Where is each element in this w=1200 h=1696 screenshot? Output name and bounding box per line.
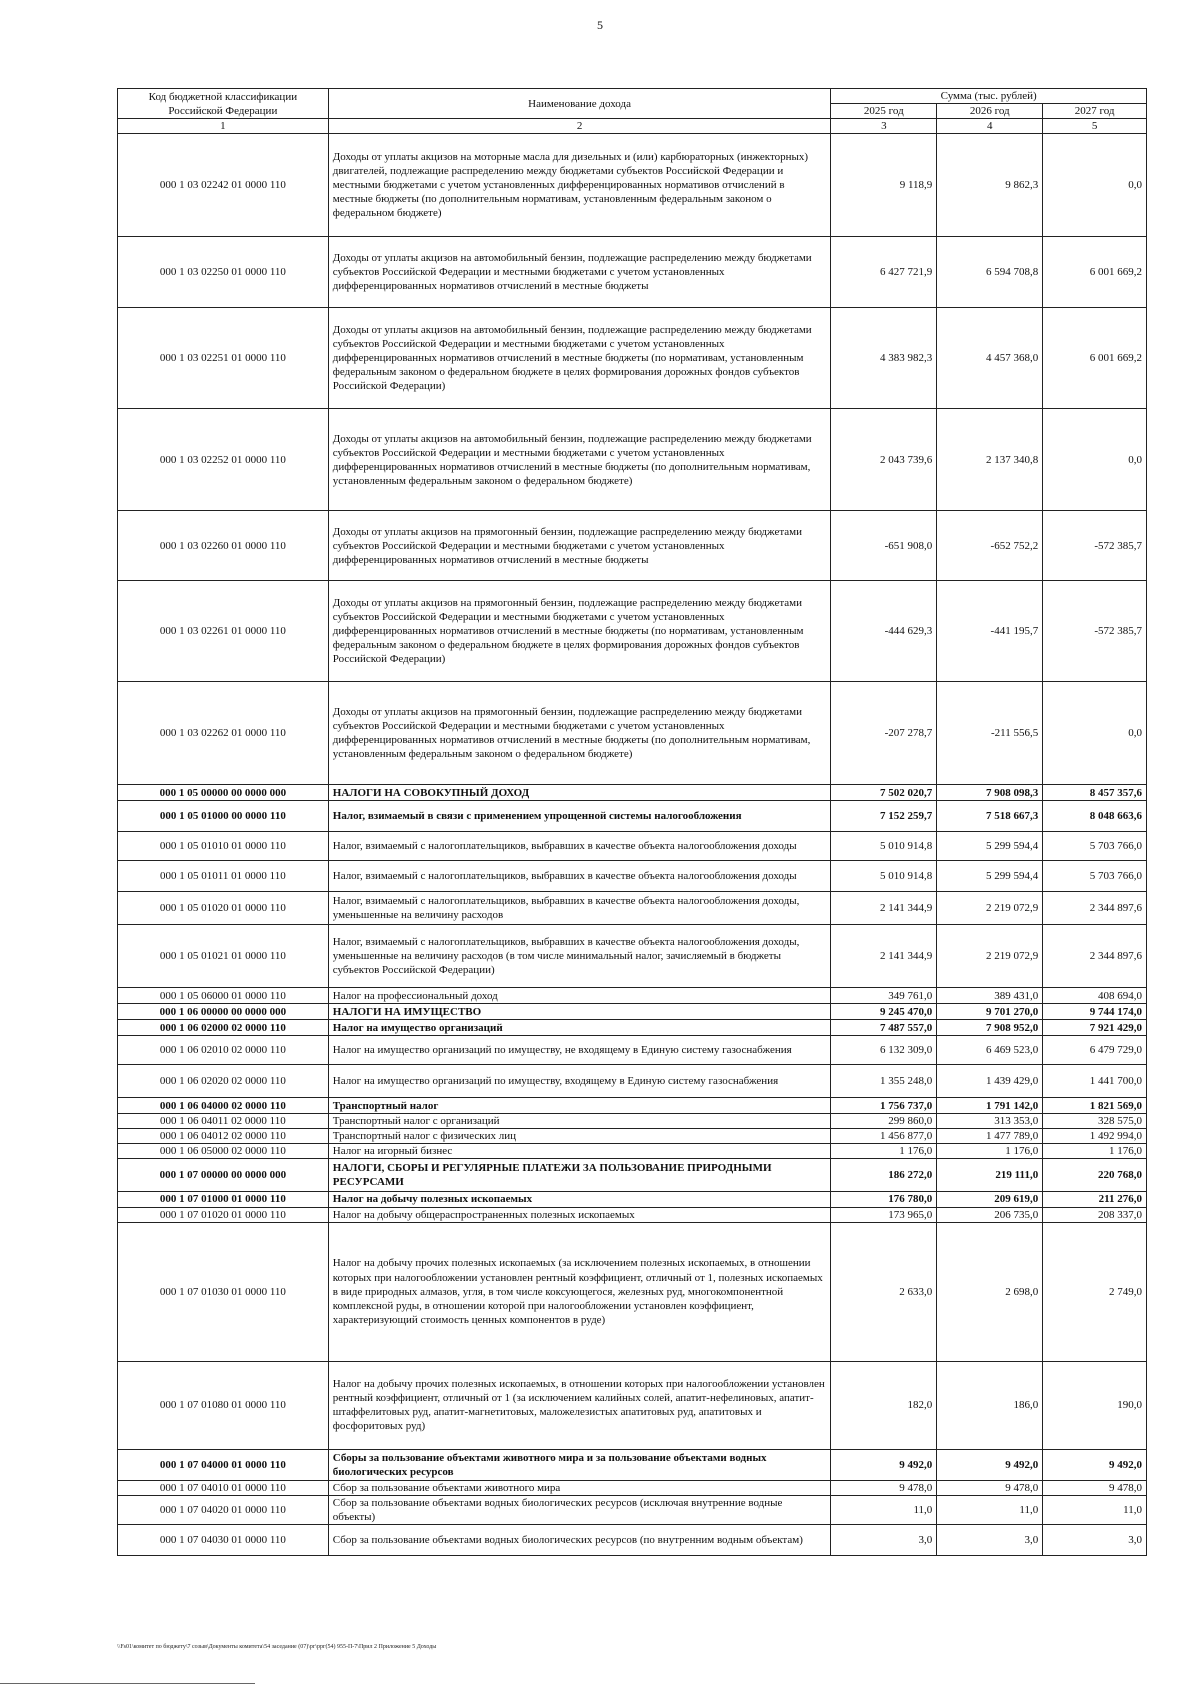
row-code: 000 1 03 02261 01 0000 110 — [118, 581, 329, 682]
table-row — [118, 988, 1147, 1004]
row-code: 000 1 07 01000 01 0000 110 — [118, 1192, 329, 1207]
scan-artifact — [0, 1683, 255, 1684]
row-name: Сборы за пользование объектами животного мира и за пользование объектами водных биологических ресурсов — [328, 1449, 831, 1480]
row-name: Доходы от уплаты акцизов на автомобильный бензин, подлежащие распределению между бюджетами субъектов Российской Федерации и местными бюджетами с учетом установленных дифференцированных нормативов отчислений в местные бюджеты (по нормативам, установленным федеральным законом о федеральном бюджете в целях формирования дорожных фондов субъектов Российской Федерации) — [328, 308, 831, 409]
table-row — [118, 409, 1147, 511]
row-value-2027: 211 276,0 — [1043, 1192, 1147, 1207]
table-row — [118, 1524, 1147, 1555]
row-value-2027: 0,0 — [1043, 682, 1147, 785]
row-value-2027: 190,0 — [1043, 1361, 1147, 1449]
row-value-2026: 1 791 142,0 — [937, 1098, 1043, 1114]
row-value-2025: 349 761,0 — [831, 988, 937, 1004]
row-code: 000 1 07 01030 01 0000 110 — [118, 1222, 329, 1361]
row-name: Налог на добычу общераспространенных полезных ископаемых — [328, 1207, 831, 1222]
row-code: 000 1 06 04011 02 0000 110 — [118, 1114, 329, 1129]
row-value-2025: 3,0 — [831, 1524, 937, 1555]
row-value-2025: 2 141 344,9 — [831, 892, 937, 925]
row-name: НАЛОГИ НА СОВОКУПНЫЙ ДОХОД — [328, 785, 831, 801]
revenue-table — [117, 88, 1147, 1556]
row-value-2027: 11,0 — [1043, 1495, 1147, 1524]
row-value-2027: 5 703 766,0 — [1043, 832, 1147, 861]
row-value-2025: 6 132 309,0 — [831, 1036, 937, 1065]
row-value-2025: 9 478,0 — [831, 1480, 937, 1495]
row-name: Сбор за пользование объектами водных биологических ресурсов (исключая внутренние водные объекты) — [328, 1495, 831, 1524]
row-name: Налог на имущество организаций по имуществу, входящему в Единую систему газоснабжения — [328, 1065, 831, 1098]
table-row — [118, 1004, 1147, 1020]
row-name: Доходы от уплаты акцизов на автомобильный бензин, подлежащие распределению между бюджетами субъектов Российской Федерации и местными бюджетами с учетом установленных дифференцированных нормативов отчислений в местные бюджеты (по дополнительным нормативам, установленным федеральным законом о федеральном бюджете) — [328, 409, 831, 511]
row-value-2027: 7 921 429,0 — [1043, 1020, 1147, 1036]
row-code: 000 1 07 00000 00 0000 000 — [118, 1159, 329, 1192]
row-code: 000 1 06 05000 02 0000 110 — [118, 1144, 329, 1159]
row-value-2027: 6 479 729,0 — [1043, 1036, 1147, 1065]
table-row — [118, 1192, 1147, 1207]
row-value-2026: 313 353,0 — [937, 1114, 1043, 1129]
row-value-2025: 7 487 557,0 — [831, 1020, 937, 1036]
row-value-2027: 1 176,0 — [1043, 1144, 1147, 1159]
row-code: 000 1 06 00000 00 0000 000 — [118, 1004, 329, 1020]
table-row — [118, 1495, 1147, 1524]
table-row — [118, 861, 1147, 892]
row-code: 000 1 05 01020 01 0000 110 — [118, 892, 329, 925]
table-row — [118, 134, 1147, 237]
row-code: 000 1 06 02010 02 0000 110 — [118, 1036, 329, 1065]
column-number: 5 — [1043, 119, 1147, 134]
table-row — [118, 1114, 1147, 1129]
column-number-row — [118, 119, 1147, 134]
table-row — [118, 925, 1147, 988]
table-row — [118, 1098, 1147, 1114]
row-name: Налог на имущество организаций — [328, 1020, 831, 1036]
header-year-2027: 2027 год — [1043, 104, 1147, 119]
row-value-2027: 1 821 569,0 — [1043, 1098, 1147, 1114]
row-value-2026: 7 518 667,3 — [937, 801, 1043, 832]
table-row — [118, 581, 1147, 682]
row-name: Транспортный налог с физических лиц — [328, 1129, 831, 1144]
row-value-2026: 2 137 340,8 — [937, 409, 1043, 511]
row-value-2025: 6 427 721,9 — [831, 237, 937, 308]
row-code: 000 1 06 04012 02 0000 110 — [118, 1129, 329, 1144]
row-name: Налог на добычу полезных ископаемых — [328, 1192, 831, 1207]
table-row — [118, 801, 1147, 832]
row-value-2027: 0,0 — [1043, 409, 1147, 511]
row-code: 000 1 05 00000 00 0000 000 — [118, 785, 329, 801]
row-value-2027: -572 385,7 — [1043, 511, 1147, 581]
column-number: 2 — [328, 119, 831, 134]
table-row — [118, 1480, 1147, 1495]
header-sum: Сумма (тыс. рублей) — [831, 89, 1147, 104]
table-row — [118, 511, 1147, 581]
row-value-2026: 4 457 368,0 — [937, 308, 1043, 409]
table-body — [118, 134, 1147, 1556]
table-row — [118, 892, 1147, 925]
row-value-2025: 7 502 020,7 — [831, 785, 937, 801]
row-value-2026: 6 469 523,0 — [937, 1036, 1043, 1065]
row-value-2027: -572 385,7 — [1043, 581, 1147, 682]
row-name: Доходы от уплаты акцизов на прямогонный бензин, подлежащие распределению между бюджетами субъектов Российской Федерации и местными бюджетами с учетом установленных дифференцированных нормативов отчислений в местные бюджеты (по дополнительным нормативам, установленным федеральным законом о федеральном бюджете) — [328, 682, 831, 785]
row-code: 000 1 05 01021 01 0000 110 — [118, 925, 329, 988]
row-value-2027: 1 492 994,0 — [1043, 1129, 1147, 1144]
row-name: Транспортный налог с организаций — [328, 1114, 831, 1129]
header-year-2026: 2026 год — [937, 104, 1043, 119]
row-value-2025: 5 010 914,8 — [831, 861, 937, 892]
row-value-2025: 176 780,0 — [831, 1192, 937, 1207]
row-code: 000 1 07 04000 01 0000 110 — [118, 1449, 329, 1480]
row-name: Налог на игорный бизнес — [328, 1144, 831, 1159]
table-row — [118, 1129, 1147, 1144]
row-value-2026: -211 556,5 — [937, 682, 1043, 785]
row-code: 000 1 07 01080 01 0000 110 — [118, 1361, 329, 1449]
row-value-2025: 7 152 259,7 — [831, 801, 937, 832]
row-value-2026: 9 478,0 — [937, 1480, 1043, 1495]
row-value-2025: 2 633,0 — [831, 1222, 937, 1361]
row-code: 000 1 05 01011 01 0000 110 — [118, 861, 329, 892]
table-row — [118, 1222, 1147, 1361]
row-value-2027: 5 703 766,0 — [1043, 861, 1147, 892]
row-code: 000 1 07 04020 01 0000 110 — [118, 1495, 329, 1524]
row-value-2026: 206 735,0 — [937, 1207, 1043, 1222]
row-value-2026: 1 439 429,0 — [937, 1065, 1043, 1098]
row-value-2027: 2 344 897,6 — [1043, 892, 1147, 925]
row-name: Налог, взимаемый с налогоплательщиков, выбравших в качестве объекта налогообложения доходы, уменьшенные на величину расходов (в том числе минимальный налог, зачисляемый в бюджеты субъектов Российской Федерации) — [328, 925, 831, 988]
row-value-2025: 9 492,0 — [831, 1449, 937, 1480]
row-value-2025: 2 141 344,9 — [831, 925, 937, 988]
row-value-2025: 11,0 — [831, 1495, 937, 1524]
row-name: Налог на профессиональный доход — [328, 988, 831, 1004]
table-row — [118, 1449, 1147, 1480]
row-value-2027: 0,0 — [1043, 134, 1147, 237]
row-value-2026: 2 219 072,9 — [937, 892, 1043, 925]
row-value-2026: 186,0 — [937, 1361, 1043, 1449]
table-row — [118, 682, 1147, 785]
row-value-2025: 1 176,0 — [831, 1144, 937, 1159]
row-name: Налог, взимаемый с налогоплательщиков, выбравших в качестве объекта налогообложения доходы — [328, 861, 831, 892]
row-name: Налог на добычу прочих полезных ископаемых (за исключением полезных ископаемых, в отношении которых при налогообложении установлен рентный коэффициент, отличный от 1, полезных ископаемых в виде природных алмазов, угля, в том числе коксующегося, железных руд, многокомпонентной комплексной руды, в отношении которой при налогообложении установлен коэффициент, характеризующий стоимость ценных компонентов в руде) — [328, 1222, 831, 1361]
row-code: 000 1 07 04030 01 0000 110 — [118, 1524, 329, 1555]
row-value-2026: 5 299 594,4 — [937, 832, 1043, 861]
row-value-2025: 182,0 — [831, 1361, 937, 1449]
row-name: Налог, взимаемый с налогоплательщиков, выбравших в качестве объекта налогообложения доходы — [328, 832, 831, 861]
row-value-2025: -207 278,7 — [831, 682, 937, 785]
row-name: НАЛОГИ, СБОРЫ И РЕГУЛЯРНЫЕ ПЛАТЕЖИ ЗА ПОЛЬЗОВАНИЕ ПРИРОДНЫМИ РЕСУРСАМИ — [328, 1159, 831, 1192]
row-value-2027: 408 694,0 — [1043, 988, 1147, 1004]
table-row — [118, 832, 1147, 861]
row-value-2026: 6 594 708,8 — [937, 237, 1043, 308]
row-value-2027: 1 441 700,0 — [1043, 1065, 1147, 1098]
row-value-2025: -444 629,3 — [831, 581, 937, 682]
row-value-2025: -651 908,0 — [831, 511, 937, 581]
row-code: 000 1 07 04010 01 0000 110 — [118, 1480, 329, 1495]
row-value-2025: 9 245 470,0 — [831, 1004, 937, 1020]
row-value-2027: 208 337,0 — [1043, 1207, 1147, 1222]
row-value-2026: 389 431,0 — [937, 988, 1043, 1004]
row-value-2026: 209 619,0 — [937, 1192, 1043, 1207]
row-value-2027: 328 575,0 — [1043, 1114, 1147, 1129]
row-code: 000 1 03 02242 01 0000 110 — [118, 134, 329, 237]
table-row — [118, 1020, 1147, 1036]
row-name: Доходы от уплаты акцизов на прямогонный бензин, подлежащие распределению между бюджетами субъектов Российской Федерации и местными бюджетами с учетом установленных дифференцированных нормативов отчислений в местные бюджеты — [328, 511, 831, 581]
row-code: 000 1 06 02000 02 0000 110 — [118, 1020, 329, 1036]
row-value-2026: 9 492,0 — [937, 1449, 1043, 1480]
row-value-2026: 2 219 072,9 — [937, 925, 1043, 988]
row-name: Доходы от уплаты акцизов на автомобильный бензин, подлежащие распределению между бюджетами субъектов Российской Федерации и местными бюджетами с учетом установленных дифференцированных нормативов отчислений в местные бюджеты — [328, 237, 831, 308]
column-number: 4 — [937, 119, 1043, 134]
row-name: НАЛОГИ НА ИМУЩЕСТВО — [328, 1004, 831, 1020]
header-code: Код бюджетной классификации Российской Федерации — [118, 89, 329, 119]
table-row — [118, 1361, 1147, 1449]
row-code: 000 1 03 02250 01 0000 110 — [118, 237, 329, 308]
row-value-2026: 9 701 270,0 — [937, 1004, 1043, 1020]
row-value-2026: 5 299 594,4 — [937, 861, 1043, 892]
row-value-2027: 220 768,0 — [1043, 1159, 1147, 1192]
row-code: 000 1 05 01000 00 0000 110 — [118, 801, 329, 832]
header-row — [118, 89, 1147, 104]
row-value-2025: 1 355 248,0 — [831, 1065, 937, 1098]
table-row — [118, 785, 1147, 801]
table-row — [118, 308, 1147, 409]
row-value-2026: 1 477 789,0 — [937, 1129, 1043, 1144]
row-name: Доходы от уплаты акцизов на прямогонный бензин, подлежащие распределению между бюджетами субъектов Российской Федерации и местными бюджетами с учетом установленных дифференцированных нормативов отчислений в местные бюджеты (по нормативам, установленным федеральным законом о федеральном бюджете в целях формирования дорожных фондов субъектов Российской Федерации) — [328, 581, 831, 682]
header-year-2025: 2025 год — [831, 104, 937, 119]
row-code: 000 1 06 02020 02 0000 110 — [118, 1065, 329, 1098]
table-row — [118, 1144, 1147, 1159]
row-value-2026: 9 862,3 — [937, 134, 1043, 237]
row-name: Доходы от уплаты акцизов на моторные масла для дизельных и (или) карбюраторных (инжекторных) двигателей, подлежащие распределению между бюджетами субъектов Российской Федерации и местными бюджетами с учетом установленных дифференцированных нормативов отчислений в местные бюджеты (по дополнительным нормативам, установленным федеральным законом о федеральном бюджете) — [328, 134, 831, 237]
header-name: Наименование дохода — [328, 89, 831, 119]
table-row — [118, 1065, 1147, 1098]
row-name: Налог, взимаемый с налогоплательщиков, выбравших в качестве объекта налогообложения доходы, уменьшенные на величину расходов — [328, 892, 831, 925]
row-name: Сбор за пользование объектами водных биологических ресурсов (по внутренним водным объектам) — [328, 1524, 831, 1555]
footer-file-path: \\Fs01\комитет по бюджету\7 созыв\Документы комитета\54 заседание (07)\рг\ррг(54) 955-П-7\Прил 2 Приложение 5 Доходы — [117, 1644, 437, 1650]
row-code: 000 1 07 01020 01 0000 110 — [118, 1207, 329, 1222]
row-value-2025: 4 383 982,3 — [831, 308, 937, 409]
row-value-2026: 7 908 952,0 — [937, 1020, 1043, 1036]
row-value-2025: 9 118,9 — [831, 134, 937, 237]
table-row — [118, 1036, 1147, 1065]
column-number: 1 — [118, 119, 329, 134]
row-value-2026: 2 698,0 — [937, 1222, 1043, 1361]
row-value-2025: 1 456 877,0 — [831, 1129, 937, 1144]
row-code: 000 1 05 01010 01 0000 110 — [118, 832, 329, 861]
row-code: 000 1 03 02251 01 0000 110 — [118, 308, 329, 409]
row-value-2026: 3,0 — [937, 1524, 1043, 1555]
row-value-2025: 299 860,0 — [831, 1114, 937, 1129]
row-value-2027: 6 001 669,2 — [1043, 237, 1147, 308]
row-name: Налог на имущество организаций по имуществу, не входящему в Единую систему газоснабжения — [328, 1036, 831, 1065]
row-name: Транспортный налог — [328, 1098, 831, 1114]
row-code: 000 1 03 02260 01 0000 110 — [118, 511, 329, 581]
row-value-2025: 173 965,0 — [831, 1207, 937, 1222]
row-value-2027: 6 001 669,2 — [1043, 308, 1147, 409]
row-code: 000 1 03 02262 01 0000 110 — [118, 682, 329, 785]
page-number: 5 — [597, 18, 603, 32]
table-row — [118, 237, 1147, 308]
row-value-2026: 11,0 — [937, 1495, 1043, 1524]
column-number: 3 — [831, 119, 937, 134]
table-row — [118, 1207, 1147, 1222]
table-row — [118, 1159, 1147, 1192]
row-value-2027: 2 344 897,6 — [1043, 925, 1147, 988]
row-value-2025: 186 272,0 — [831, 1159, 937, 1192]
row-value-2027: 8 048 663,6 — [1043, 801, 1147, 832]
row-value-2025: 5 010 914,8 — [831, 832, 937, 861]
row-code: 000 1 05 06000 01 0000 110 — [118, 988, 329, 1004]
row-code: 000 1 06 04000 02 0000 110 — [118, 1098, 329, 1114]
row-value-2027: 8 457 357,6 — [1043, 785, 1147, 801]
row-name: Налог на добычу прочих полезных ископаемых, в отношении которых при налогообложении установлен рентный коэффициент, отличный от 1 (за исключением калийных солей, апатит-нефелиновых, апатит-штаффелитовых руд, апатит-магнетитовых, маложелезистых апатитовых руд, апатитовых и фосфоритовых руд) — [328, 1361, 831, 1449]
row-value-2026: 7 908 098,3 — [937, 785, 1043, 801]
row-value-2027: 9 478,0 — [1043, 1480, 1147, 1495]
row-name: Налог, взимаемый в связи с применением упрощенной системы налогообложения — [328, 801, 831, 832]
row-value-2026: -441 195,7 — [937, 581, 1043, 682]
row-value-2025: 2 043 739,6 — [831, 409, 937, 511]
row-name: Сбор за пользование объектами животного мира — [328, 1480, 831, 1495]
row-value-2027: 2 749,0 — [1043, 1222, 1147, 1361]
row-value-2026: 1 176,0 — [937, 1144, 1043, 1159]
row-value-2027: 9 744 174,0 — [1043, 1004, 1147, 1020]
row-value-2026: 219 111,0 — [937, 1159, 1043, 1192]
row-value-2027: 3,0 — [1043, 1524, 1147, 1555]
row-code: 000 1 03 02252 01 0000 110 — [118, 409, 329, 511]
row-value-2027: 9 492,0 — [1043, 1449, 1147, 1480]
row-value-2025: 1 756 737,0 — [831, 1098, 937, 1114]
row-value-2026: -652 752,2 — [937, 511, 1043, 581]
